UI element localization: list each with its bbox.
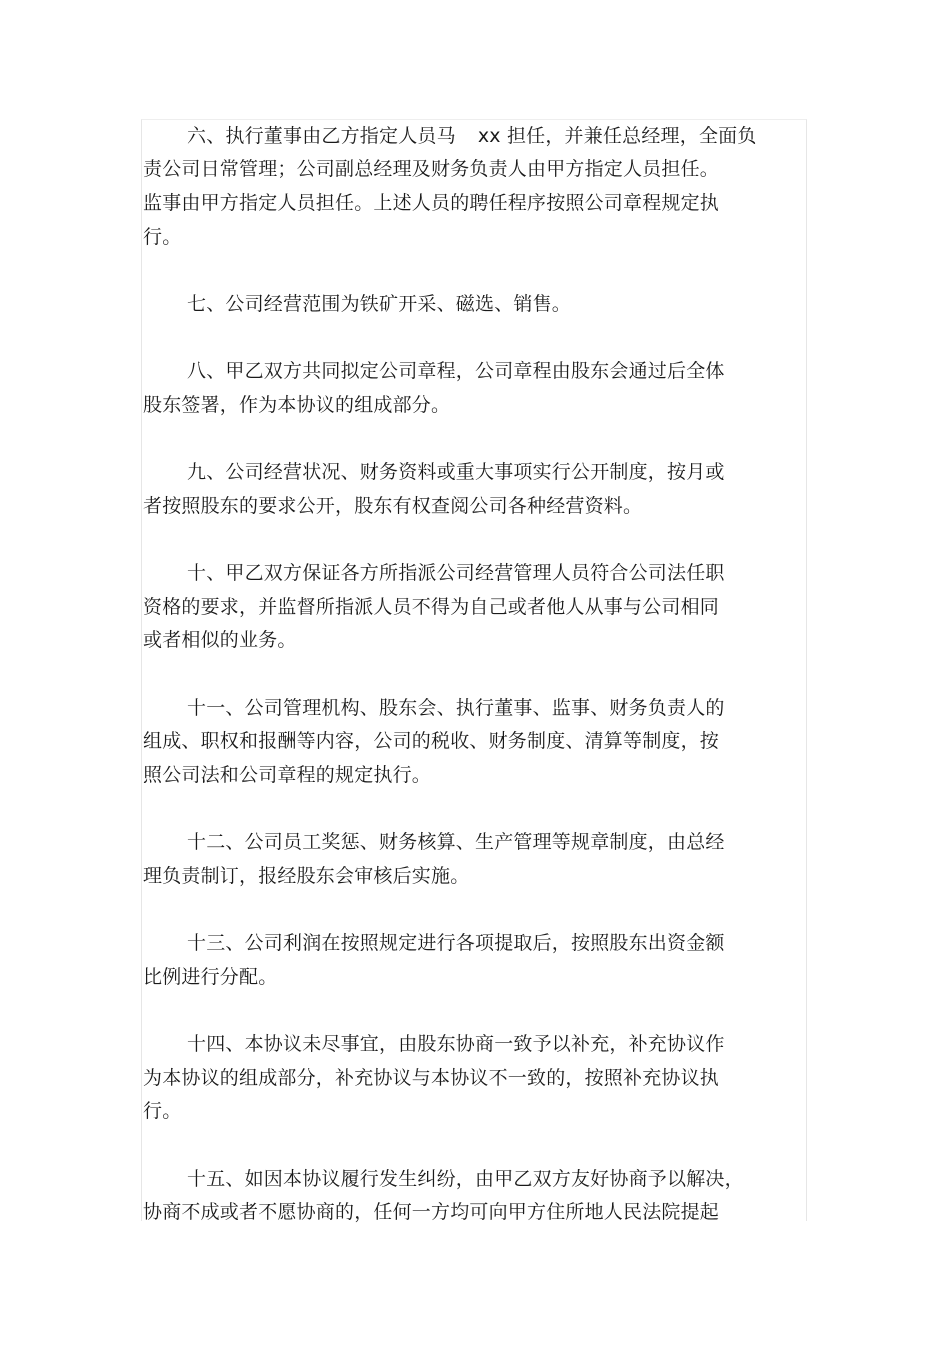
clause-6-line-2: 责公司日常管理；公司副总经理及财务负责人由甲方指定人员担任。 xyxy=(143,158,720,180)
clause-11-line-1: 十一、公司管理机构、股东会、执行董事、监事、财务负责人的 xyxy=(187,697,725,719)
clause-9-line-2: 者按照股东的要求公开，股东有权查阅公司各种经营资料。 xyxy=(143,495,643,517)
clause-14-line-2: 为本协议的组成部分，补充协议与本协议不一致的，按照补充协议执 xyxy=(143,1067,720,1089)
clause-12-line-1: 十二、公司员工奖惩、财务核算、生产管理等规章制度，由总经 xyxy=(187,831,725,853)
clause-15-line-2: 协商不成或者不愿协商的，任何一方均可向甲方住所地人民法院提起 xyxy=(143,1201,720,1223)
clause-6-line-1b: xx 担任，并兼任总经理，全面负 xyxy=(477,125,757,147)
clause-7-line-1: 七、公司经营范围为铁矿开采、磁选、销售。 xyxy=(187,293,572,315)
clause-10-line-2: 资格的要求，并监督所指派人员不得为自己或者他人从事与公司相同 xyxy=(143,596,720,618)
clause-11-line-3: 照公司法和公司章程的规定执行。 xyxy=(143,764,432,786)
clause-9-line-1: 九、公司经营状况、财务资料或重大事项实行公开制度，按月或 xyxy=(187,461,725,483)
clause-8-line-1: 八、甲乙双方共同拟定公司章程，公司章程由股东会通过后全体 xyxy=(187,360,725,382)
clause-6-line-3: 监事由甲方指定人员担任。上述人员的聘任程序按照公司章程规定执 xyxy=(143,192,720,214)
clause-11-line-2: 组成、职权和报酬等内容，公司的税收、财务制度、清算等制度，按 xyxy=(143,730,720,752)
clause-13-line-2: 比例进行分配。 xyxy=(143,966,278,988)
clause-15-line-1: 十五、如因本协议履行发生纠纷，由甲乙双方友好协商予以解决， xyxy=(187,1168,744,1190)
clause-6-line-1a: 六、执行董事由乙方指定人员马 xyxy=(187,125,456,147)
clause-10-line-1: 十、甲乙双方保证各方所指派公司经营管理人员符合公司法任职 xyxy=(187,562,725,584)
clause-12-line-2: 理负责制订，报经股东会审核后实施。 xyxy=(143,865,470,887)
clause-6-line-1 xyxy=(187,124,757,148)
clause-6-line-4: 行。 xyxy=(143,226,182,248)
clause-13-line-1: 十三、公司利润在按照规定进行各项提取后，按照股东出资金额 xyxy=(187,932,725,954)
clause-10-line-3: 或者相似的业务。 xyxy=(143,629,297,651)
clause-14-line-3: 行。 xyxy=(143,1100,182,1122)
clause-14-line-1: 十四、本协议未尽事宜，由股东协商一致予以补充，补充协议作 xyxy=(187,1033,725,1055)
clause-8-line-2: 股东签署，作为本协议的组成部分。 xyxy=(143,394,451,416)
